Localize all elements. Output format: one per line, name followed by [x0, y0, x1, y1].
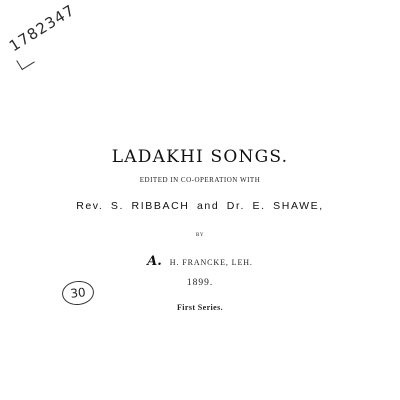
publication-year: 1899. — [186, 278, 214, 288]
edited-in-cooperation-line: EDITED IN CO-OPERATION WITH — [139, 176, 261, 184]
book-title: LADAKHI SONGS. — [111, 147, 289, 167]
handwritten-bracket-mark — [16, 53, 35, 70]
circled-number-text: 30 — [69, 285, 87, 301]
author-name: H. FRANCKE, LEH. — [169, 258, 253, 267]
series-label: First Series. — [176, 303, 224, 312]
author-line — [0, 250, 400, 269]
editors-line: Rev. S. RIBBACH and Dr. E. SHAWE, — [76, 200, 324, 212]
by-line: BY — [196, 233, 204, 238]
author-initial: A. — [147, 254, 162, 269]
handwritten-catalog-number: 1782347 — [6, 0, 79, 56]
